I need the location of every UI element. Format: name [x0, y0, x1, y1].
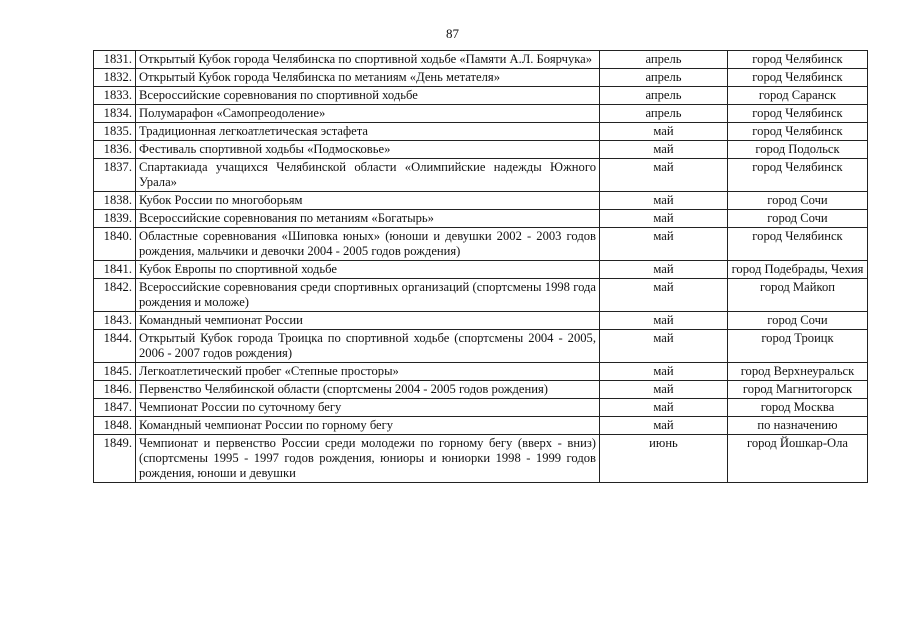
event-name: Всероссийские соревнования по метаниям «Богатырь»: [136, 210, 600, 228]
event-place: город Саранск: [728, 87, 868, 105]
event-name: Командный чемпионат России: [136, 312, 600, 330]
row-number: 1843.: [94, 312, 136, 330]
event-place: город Челябинск: [728, 105, 868, 123]
row-number: 1848.: [94, 417, 136, 435]
event-month: май: [600, 123, 728, 141]
table-row: [94, 417, 868, 435]
row-number: 1847.: [94, 399, 136, 417]
table-row: [94, 192, 868, 210]
event-place: город Сочи: [728, 192, 868, 210]
event-name: Командный чемпионат России по горному бегу: [136, 417, 600, 435]
row-number: 1833.: [94, 87, 136, 105]
event-month: май: [600, 192, 728, 210]
table-row: [94, 279, 868, 312]
table-row: [94, 87, 868, 105]
row-number: 1846.: [94, 381, 136, 399]
event-place: город Магнитогорск: [728, 381, 868, 399]
event-place: город Челябинск: [728, 228, 868, 261]
event-name: Открытый Кубок города Троицка по спортивной ходьбе (спортсмены 2004 - 2005, 2006 - 2007 годов рождения): [136, 330, 600, 363]
event-place: город Подебрады, Чехия: [728, 261, 868, 279]
row-number: 1844.: [94, 330, 136, 363]
event-month: май: [600, 363, 728, 381]
page-number: 87: [446, 26, 459, 41]
table-row: [94, 330, 868, 363]
row-number: 1838.: [94, 192, 136, 210]
event-place: город Челябинск: [728, 69, 868, 87]
event-name: Первенство Челябинской области (спортсмены 2004 - 2005 годов рождения): [136, 381, 600, 399]
event-month: май: [600, 228, 728, 261]
event-name: Открытый Кубок города Челябинска по метаниям «День метателя»: [136, 69, 600, 87]
event-month: апрель: [600, 51, 728, 69]
event-place: город Москва: [728, 399, 868, 417]
event-month: май: [600, 279, 728, 312]
table-row: [94, 51, 868, 69]
event-month: май: [600, 261, 728, 279]
event-month: апрель: [600, 69, 728, 87]
event-place: город Челябинск: [728, 51, 868, 69]
events-table: [93, 50, 868, 483]
row-number: 1837.: [94, 159, 136, 192]
event-month: май: [600, 159, 728, 192]
event-place: город Сочи: [728, 312, 868, 330]
event-name: Всероссийские соревнования по спортивной ходьбе: [136, 87, 600, 105]
table-row: [94, 69, 868, 87]
event-month: май: [600, 381, 728, 399]
event-place: город Троицк: [728, 330, 868, 363]
row-number: 1835.: [94, 123, 136, 141]
event-name: Легкоатлетический пробег «Степные просторы»: [136, 363, 600, 381]
event-month: май: [600, 312, 728, 330]
table-row: [94, 435, 868, 483]
event-place: город Майкоп: [728, 279, 868, 312]
event-place: город Йошкар-Ола: [728, 435, 868, 483]
table-row: [94, 210, 868, 228]
event-place: город Подольск: [728, 141, 868, 159]
table-row: [94, 363, 868, 381]
table-row: [94, 123, 868, 141]
event-month: май: [600, 210, 728, 228]
event-name: Областные соревнования «Шиповка юных» (юноши и девушки 2002 - 2003 годов рождения, мальчики и девочки 2004 - 2005 годов рождения): [136, 228, 600, 261]
row-number: 1839.: [94, 210, 136, 228]
event-month: апрель: [600, 105, 728, 123]
event-month: май: [600, 417, 728, 435]
table-row: [94, 312, 868, 330]
table-row: [94, 399, 868, 417]
event-place: город Верхнеуральск: [728, 363, 868, 381]
row-number: 1841.: [94, 261, 136, 279]
event-name: Чемпионат и первенство России среди молодежи по горному бегу (вверх - вниз) (спортсмены 1995 - 1997 годов рождения, юниоры и юниорки 1998 - 1999 годов рождения, юноши и девушки: [136, 435, 600, 483]
event-name: Кубок России по многоборьям: [136, 192, 600, 210]
row-number: 1832.: [94, 69, 136, 87]
event-name: Всероссийские соревнования среди спортивных организаций (спортсмены 1998 года рождения и моложе): [136, 279, 600, 312]
event-name: Кубок Европы по спортивной ходьбе: [136, 261, 600, 279]
event-name: Открытый Кубок города Челябинска по спортивной ходьбе «Памяти А.Л. Боярчука»: [136, 51, 600, 69]
event-month: май: [600, 330, 728, 363]
table-row: [94, 159, 868, 192]
event-name: Чемпионат России по суточному бегу: [136, 399, 600, 417]
event-name: Полумарафон «Самопреодоление»: [136, 105, 600, 123]
event-month: апрель: [600, 87, 728, 105]
events-table-body: [94, 51, 868, 483]
row-number: 1831.: [94, 51, 136, 69]
event-name: Традиционная легкоатлетическая эстафета: [136, 123, 600, 141]
event-place: город Челябинск: [728, 159, 868, 192]
table-row: [94, 228, 868, 261]
event-month: май: [600, 141, 728, 159]
row-number: 1836.: [94, 141, 136, 159]
event-month: май: [600, 399, 728, 417]
table-row: [94, 381, 868, 399]
row-number: 1842.: [94, 279, 136, 312]
table-row: [94, 261, 868, 279]
row-number: 1845.: [94, 363, 136, 381]
event-name: Спартакиада учащихся Челябинской области «Олимпийские надежды Южного Урала»: [136, 159, 600, 192]
event-place: город Сочи: [728, 210, 868, 228]
event-place: город Челябинск: [728, 123, 868, 141]
row-number: 1840.: [94, 228, 136, 261]
event-month: июнь: [600, 435, 728, 483]
row-number: 1849.: [94, 435, 136, 483]
table-row: [94, 141, 868, 159]
row-number: 1834.: [94, 105, 136, 123]
event-place: по назначению: [728, 417, 868, 435]
event-name: Фестиваль спортивной ходьбы «Подмосковье»: [136, 141, 600, 159]
table-row: [94, 105, 868, 123]
